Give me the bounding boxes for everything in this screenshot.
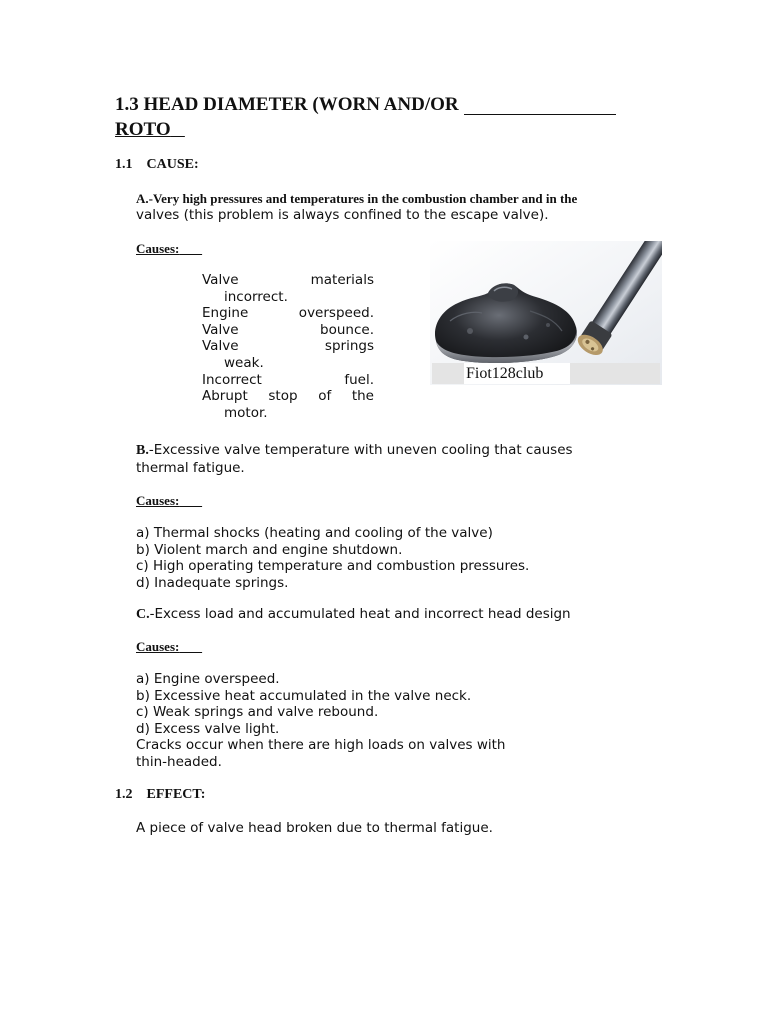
causes-c-label: Causes: xyxy=(136,639,180,654)
list-item: Engine overspeed. xyxy=(202,305,374,322)
list-item: a) Engine overspeed. xyxy=(136,671,280,687)
cause-c-text: C.-Excess load and accumulated heat and incorrect head design xyxy=(136,606,571,622)
cause-b-marker: B. xyxy=(136,443,149,458)
list-item: Abrupt stop of the xyxy=(202,388,374,405)
list-item: thin-headed. xyxy=(136,753,222,770)
causes-c-list xyxy=(136,671,656,771)
list-item: d) Excess valve light. xyxy=(136,720,280,737)
effect-label: EFFECT: xyxy=(146,787,206,802)
list-item-continued: motor. xyxy=(224,404,268,421)
effect-text: A piece of valve head broken due to thermal fatigue. xyxy=(136,820,493,836)
effect-heading xyxy=(115,787,205,803)
list-item: d) Inadequate springs. xyxy=(136,574,289,591)
page-title-continued: ROTO xyxy=(115,119,171,140)
list-item: b) Violent march and engine shutdown. xyxy=(136,541,403,558)
causes-b-label: Causes: xyxy=(136,493,180,508)
causes-b-list xyxy=(136,525,656,591)
cause-b-text: B.-Excessive valve temperature with uneven cooling that causes thermal fatigue. xyxy=(136,442,573,476)
image-caption: Fiot128club xyxy=(464,363,570,384)
list-item: a) Thermal shocks (heating and cooling of the valve) xyxy=(136,525,493,541)
page-title: 1.3 HEAD DIAMETER (WORN AND/OR xyxy=(115,94,459,115)
list-item-continued: weak. xyxy=(224,354,264,371)
list-item: c) High operating temperature and combustion pressures. xyxy=(136,558,530,575)
list-item: Valve springs xyxy=(202,338,374,355)
title-underline xyxy=(464,114,616,115)
list-item: b) Excessive heat accumulated in the valve neck. xyxy=(136,687,472,704)
effect-number: 1.2 xyxy=(115,787,133,802)
list-item: Incorrect fuel. xyxy=(202,371,374,388)
cause-heading xyxy=(115,157,199,173)
cause-label: CAUSE: xyxy=(146,157,199,172)
causes-a-list xyxy=(202,272,374,421)
list-item: Valve materials xyxy=(202,272,374,288)
cause-a-marker: A. xyxy=(136,191,149,206)
causes-a-label: Causes: xyxy=(136,241,180,256)
list-item: Valve bounce. xyxy=(202,321,374,338)
list-item: Cracks occur when there are high loads on valves with xyxy=(136,737,506,754)
cause-number: 1.1 xyxy=(115,157,133,172)
cause-c-marker: C. xyxy=(136,607,150,622)
list-item-continued: incorrect. xyxy=(224,288,288,305)
cause-a-text-continued: valves (this problem is always confined to the escape valve). xyxy=(136,207,549,223)
cause-a-text: A.-Very high pressures and temperatures in the combustion chamber and in the xyxy=(136,191,578,206)
list-item: c) Weak springs and valve rebound. xyxy=(136,704,379,721)
